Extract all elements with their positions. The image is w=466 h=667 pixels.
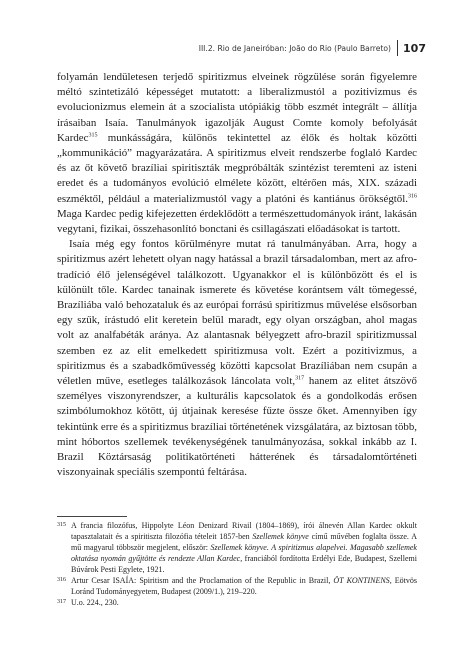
page-number: 107	[403, 41, 426, 55]
footnote-separator	[57, 516, 127, 517]
paragraph-2: Isaía még egy fontos körülményre mutat rá tanulmányában. Arra, hogy a spiritizmus azért lehetett olyan nagy hatással a brazil társadalomban, mert az afro-tradíció élő jelenségével találkozott. Ugyanakkor el is különbözött és el is különült tőle. Kardec tanainak ismerete és követése korántsem vált tömegessé, Brazíliába való behozataluk és az európai forrású spiritizmus művelése elsősorban egy szűk, írástudó elit keretein belül maradt, egy olyan országban, ahol magas volt az analfabéták aránya. Az alantasnak bélyegzett afro-brazil spiritizmussal szemben ez az elit emelkedett spiritizmusa volt. Ezért a pozitivizmus, a spiritizmus és a szabadkőművesség közötti kapcsolat Brazíliában nem csupán a véletlen műve, esetleges találkozások láncolata volt,$^{317}$ hanem az elitet átszövő személyes viszonyrendszer, a kulturális kapcsolatok és a gondolkodás erősen szimbólumokhoz kötött, új útjainak keresése fűzte össze őket. Amennyiben így tekintünk erre és a spiritizmus brazíliai történetének vizsgálatára, az biztosan több, mint hóbortos szellemek tevékenységének tanulmányozása, sokkal inkább az I. Brazil Köztársaság politikatörténeti hátterének és társadalomtörténeti viszonyainak speciális szempontú feltárása.	[57, 238, 417, 479]
header-divider	[397, 40, 398, 56]
footnotes	[57, 520, 417, 608]
footnote-317: 317 U.o. 224., 230.	[57, 598, 119, 607]
footnote-ref-316[interactable]: 316	[408, 193, 417, 199]
footnote-ref-317[interactable]: 317	[295, 375, 305, 382]
footnote-316: 316 Artur Cesar ISAÍA: Spiritism and the Proclamation of the Republic in Brazil, ÖT KONTINENS, Eötvös Loránd Tudományegyetem, Budapest (2009/1.), 219–220.	[57, 576, 417, 596]
footnote-ref-315[interactable]: 315	[88, 132, 98, 139]
footnote-315: 315 A francia filozófus, Hippolyte Léon Denizard Rivail (1804–1869), írói álnevén Allan Kardec okkult tapasztalatait és a spiritiszta filozófia tételeit 1857-ben Szellemek könyve című művében foglalta össze. A mű magyarul többször megjelent, először: Szellemek könyve. A spiritizmus alapelvei. Magasabb szellemek oktatása nyomán gyűjtötte és rendezte Allan Kardec, franciából fordította Erdélyi Ede, Budapest, Szellemi Búvárok Pesti Egylete, 1921.	[57, 521, 418, 574]
running-header	[199, 40, 426, 56]
paragraph-1: folyamán lendületesen terjedő spiritizmus elveinek rögzülése során figyelemre méltó szintetizáló képességet mutatott: a liberalizmustól a pozitivizmus és evolucionizmus elemein át a szocialista utópiákig több eszmét integrált – állítja írásaiban Isaía. Tanulmányok igazolják August Comte komoly befolyását Kardec$^{315}$ munkásságára, különös tekintettel az élők és holtak közötti „kommunikáció” magyarázatára. A spiritizmus elveit rendszerbe foglaló Kardec és az őt követő brazíliai spiritiszták megpróbálták szintézist teremteni az isteni eredet és a tudományos evolúció elmélete között, eltérően más, XIX. századi eszméktől, például a materializmustól vagy a platóni és kantiánus örökségtől.$^{316}$ Maga Kardec pedig kifejezetten érdeklődött a természettudományok iránt, lakásán vegytani, fizikai, összehasonlító bonctani és csillagászati előadásokat is tartott.	[57, 71, 417, 236]
main-text	[57, 70, 417, 480]
running-title: III.2. Rio de Janeiróban: João do Rio (Paulo Barreto)	[198, 43, 392, 53]
